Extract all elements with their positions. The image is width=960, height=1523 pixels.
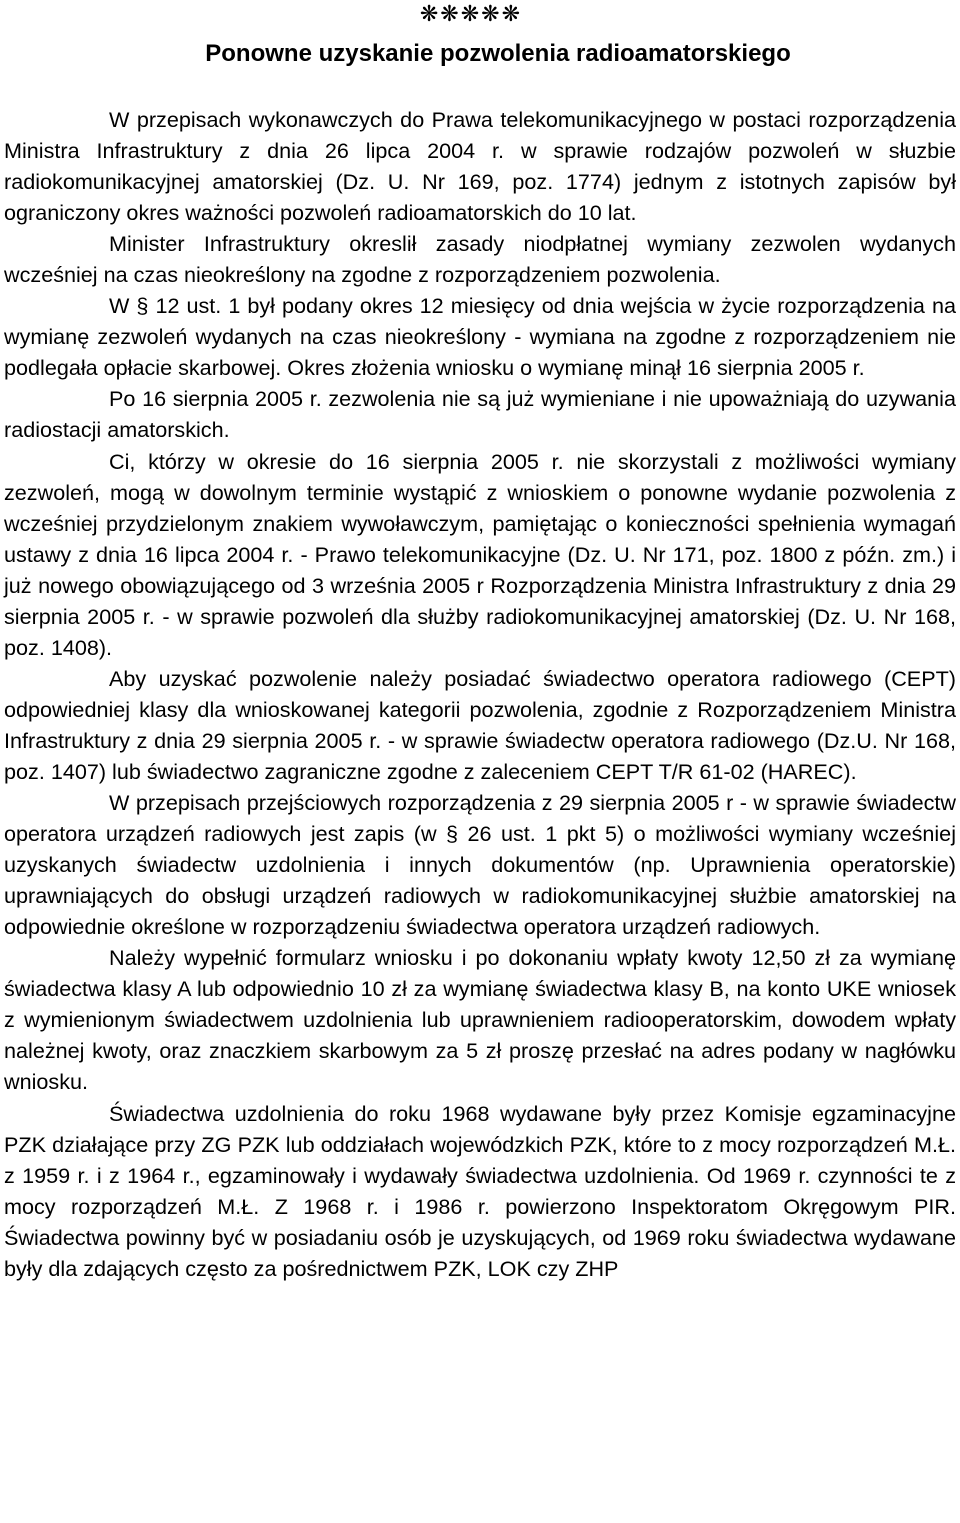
ornament-stars: ❋❋❋❋❋	[419, 2, 522, 27]
paragraph-9: Świadectwa uzdolnienia do roku 1968 wydawane były przez Komisje egzaminacyjne PZK działające przy ZG PZK lub oddziałach wojewódzkich PZK, które to z mocy rozporządzeń M.Ł. z 1959 r. i z 1964 r., egzaminowały i wydawały świadectwa uzdolnienia. Od 1969 r. czynności te z mocy rozporządzeń M.Ł. Z 1968 r. i 1986 r. powierzono Inspektoratom Okręgowym PIR. Świadectwa powinny być w posiadaniu osób je uzyskujących, od 1969 roku świadectwa wydawane były dla zdających często za pośrednictwem PZK, LOK czy ZHP	[4, 1100, 956, 1281]
paragraph-6: Aby uzyskać pozwolenie należy posiadać świadectwo operatora radiowego (CEPT) odpowiedniej klasy dla wnioskowanej kategorii pozwolenia, zgodnie z Rozporządzeniem Ministra Infrastruktury z dnia 29 sierpnia 2005 r. - w sprawie świadectw operatora radiowego (Dz.U. Nr 168, poz. 1407) lub świadectwo zagraniczne zgodne z zaleceniem CEPT T/R 61-02 (HAREC).	[4, 665, 956, 784]
paragraph-8: Należy wypełnić formularz wniosku i po dokonaniu wpłaty kwoty 12,50 zł za wymianę świadectwa klasy A lub odpowiednio 10 zł za wymianę świadectwa klasy B, na konto UKE wniosek z wymienionym świadectwem uzdolnienia lub uprawnieniem radiooperatorskim, dowodem wpłaty należnej kwoty, oraz znaczkiem skarbowym za 5 zł proszę przesłać na adres podany w nagłówku wniosku.	[4, 945, 956, 1095]
document-page	[4, 0, 956, 1284]
document-title: Ponowne uzyskanie pozwolenia radioamatorskiego	[205, 40, 791, 67]
paragraph-7: W przepisach przejściowych rozporządzenia z 29 sierpnia 2005 r - w sprawie świadectw operatora urządzeń radiowych jest zapis (w § 26 ust. 1 pkt 5) o możliwości wymiany wcześniej uzyskanych świadectw uzdolnienia i innych dokumentów (np. Uprawnienia operatorskie) uprawniających do obsługi urządzeń radiowych w radiokomunikacyjnej służbie amatorskiej na odpowiednie określone w rozporządzeniu świadectwa operatora urządzeń radiowych.	[4, 790, 956, 940]
paragraph-1: W przepisach wykonawczych do Prawa telekomunikacyjnego w postaci rozporządzenia Ministra Infrastruktury z dnia 26 lipca 2004 r. w sprawie rodzajów pozwoleń w słuzbie radiokomunikacyjnej amatorskiej (Dz. U. Nr 169, poz. 1774) jednym z istotnych zapisów był ograniczony okres ważności pozwoleń radioamatorskich do 10 lat.	[4, 107, 956, 226]
paragraph-3: W § 12 ust. 1 był podany okres 12 miesięcy od dnia wejścia w życie rozporządzenia na wymianę zezwoleń wydanych na czas nieokreślony - wymiana na zgodne z rozporządzeniem nie podlegała opłacie skarbowej. Okres złożenia wniosku o wymianę minął 16 sierpnia 2005 r.	[4, 293, 956, 381]
paragraph-2: Minister Infrastruktury okreslił zasady niodpłatnej wymiany zezwolen wydanych wcześniej na czas nieokreślony na zgodne z rozporządzeniem pozwolenia.	[4, 231, 956, 288]
paragraph-5: Ci, którzy w okresie do 16 sierpnia 2005 r. nie skorzystali z możliwości wymiany zezwoleń, mogą w dowolnym terminie wystąpić z wnioskiem o ponowne wydanie pozwolenia z wcześniej przydzielonym znakiem wywoławczym, pamiętając o konieczności spełnienia wymagań ustawy z dnia 16 lipca 2004 r. - Prawo telekomunikacyjne (Dz. U. Nr 171, poz. 1800 z późn. zm.) i już nowego obowiązującego od 3 września 2005 r Rozporządzenia Ministra Infrastruktury z dnia 29 sierpnia 2005 r. - w sprawie pozwoleń dla służby radiokomunikacyjnej amatorskiej (Dz. U. Nr 168, poz. 1408).	[4, 448, 956, 660]
paragraph-4: Po 16 sierpnia 2005 r. zezwolenia nie są już wymieniane i nie upoważniają do uzywania radiostacji amatorskich.	[4, 386, 956, 443]
document-body	[4, 104, 956, 1284]
